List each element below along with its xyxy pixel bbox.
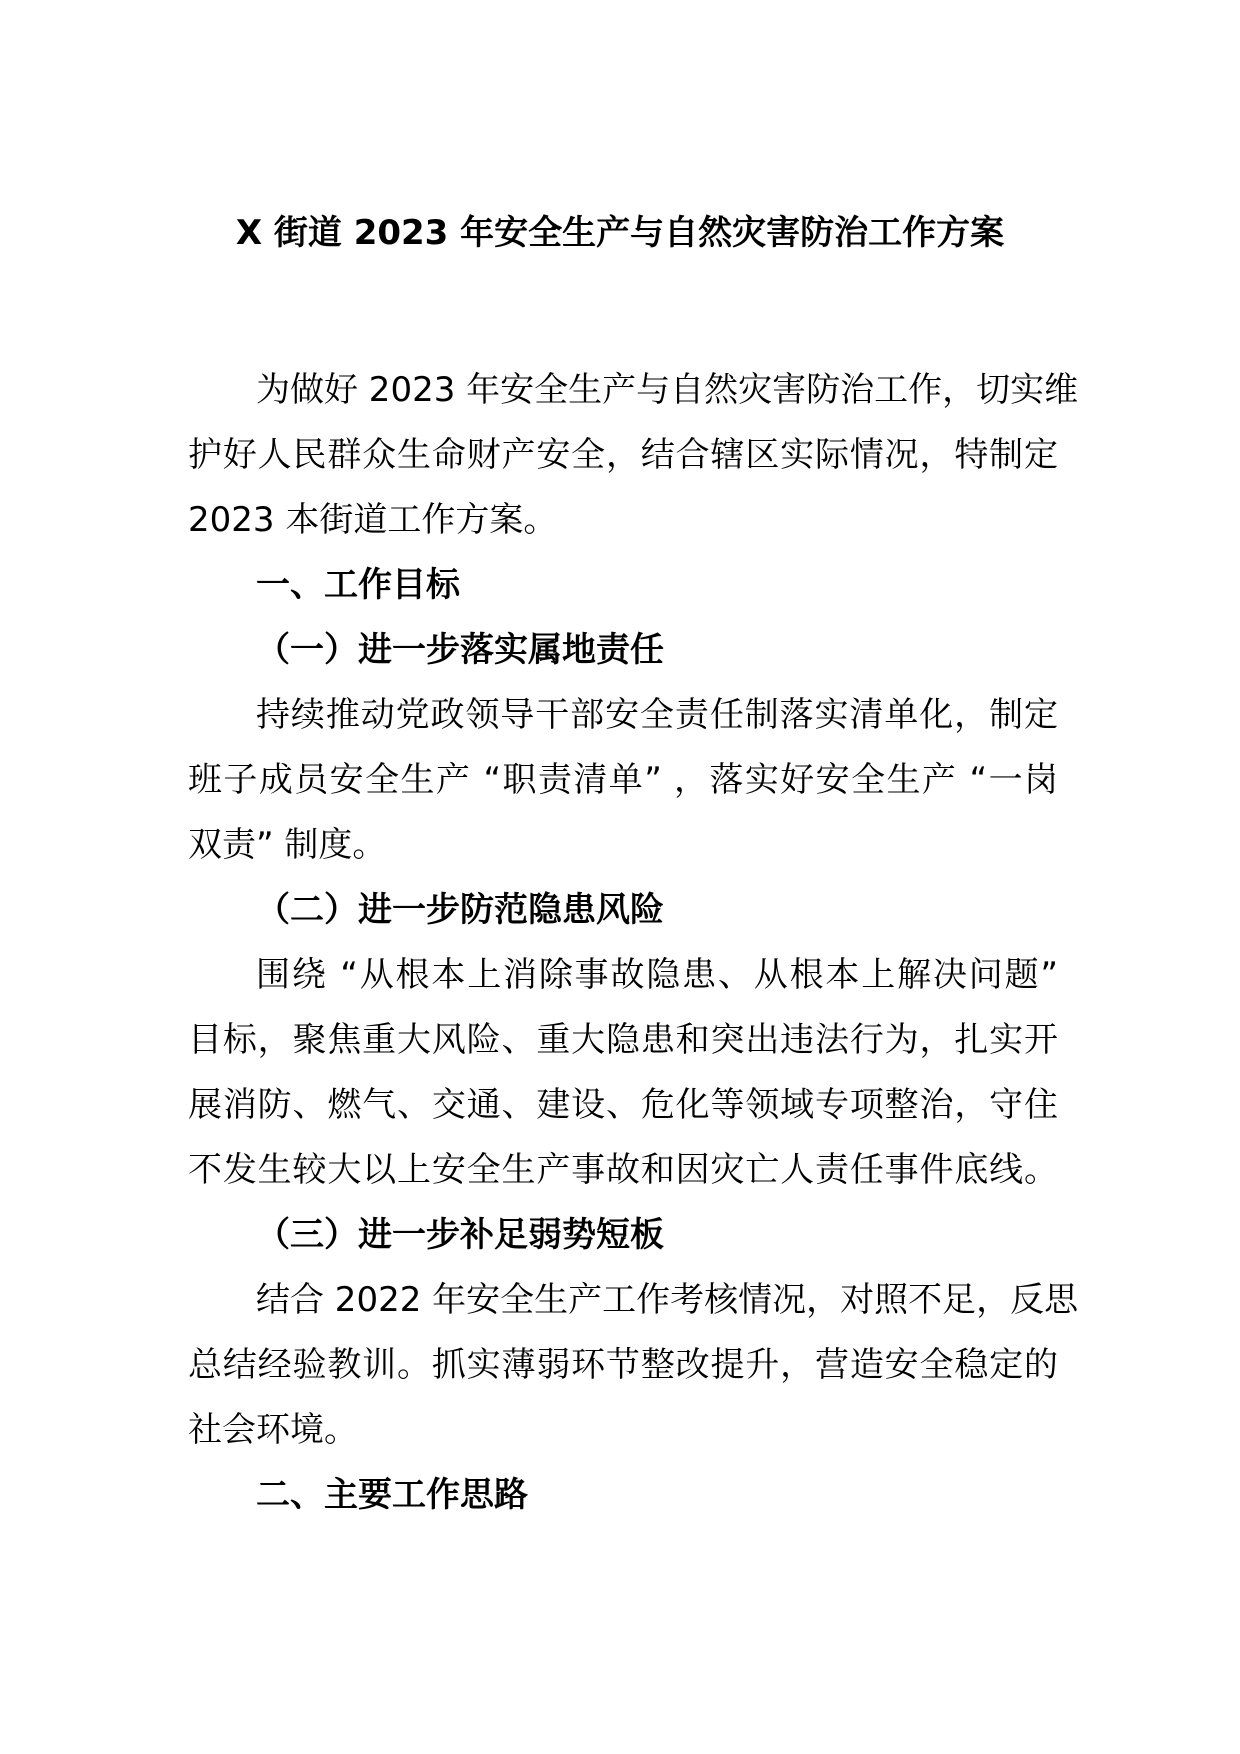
subheading-risk-prevention: （二）进一步防范隐患风险 bbox=[256, 890, 664, 930]
paragraph-line: 展消防、燃气、交通、建设、危化等领域专项整治，守住 bbox=[188, 1085, 1058, 1125]
intro-line-1: 为做好 2023 年安全生产与自然灾害防治工作，切实维 bbox=[256, 370, 1079, 410]
paragraph-line: 目标，聚焦重大风险、重大隐患和突出违法行为，扎实开 bbox=[188, 1020, 1058, 1060]
paragraph-line: 班子成员安全生产 “职责清单” ，落实好安全生产 “一岗 bbox=[188, 760, 1058, 800]
paragraph-line: 持续推动党政领导干部安全责任制落实清单化，制定 bbox=[256, 695, 1058, 735]
section-heading-approach: 二、主要工作思路 bbox=[256, 1475, 528, 1515]
subheading-weakness: （三）进一步补足弱势短板 bbox=[256, 1215, 664, 1255]
paragraph-line: 围绕 “从根本上消除事故隐患、从根本上解决问题” bbox=[256, 955, 1058, 995]
paragraph-line: 结合 2022 年安全生产工作考核情况，对照不足，反思 bbox=[256, 1280, 1079, 1320]
paragraph-line: 社会环境。 bbox=[188, 1410, 358, 1450]
paragraph-line: 总结经验教训。抓实薄弱环节整改提升，营造安全稳定的 bbox=[188, 1345, 1058, 1385]
paragraph-line: 不发生较大以上安全生产事故和因灾亡人责任事件底线。 bbox=[188, 1150, 1058, 1190]
section-heading-goals: 一、工作目标 bbox=[256, 565, 460, 605]
intro-line-3: 2023 本街道工作方案。 bbox=[188, 500, 558, 540]
intro-line-2: 护好人民群众生命财产安全，结合辖区实际情况，特制定 bbox=[188, 435, 1058, 475]
paragraph-line: 双责” 制度。 bbox=[188, 825, 387, 865]
document-title: X 街道 2023 年安全生产与自然灾害防治工作方案 bbox=[235, 213, 1005, 253]
subheading-responsibility: （一）进一步落实属地责任 bbox=[256, 630, 664, 670]
